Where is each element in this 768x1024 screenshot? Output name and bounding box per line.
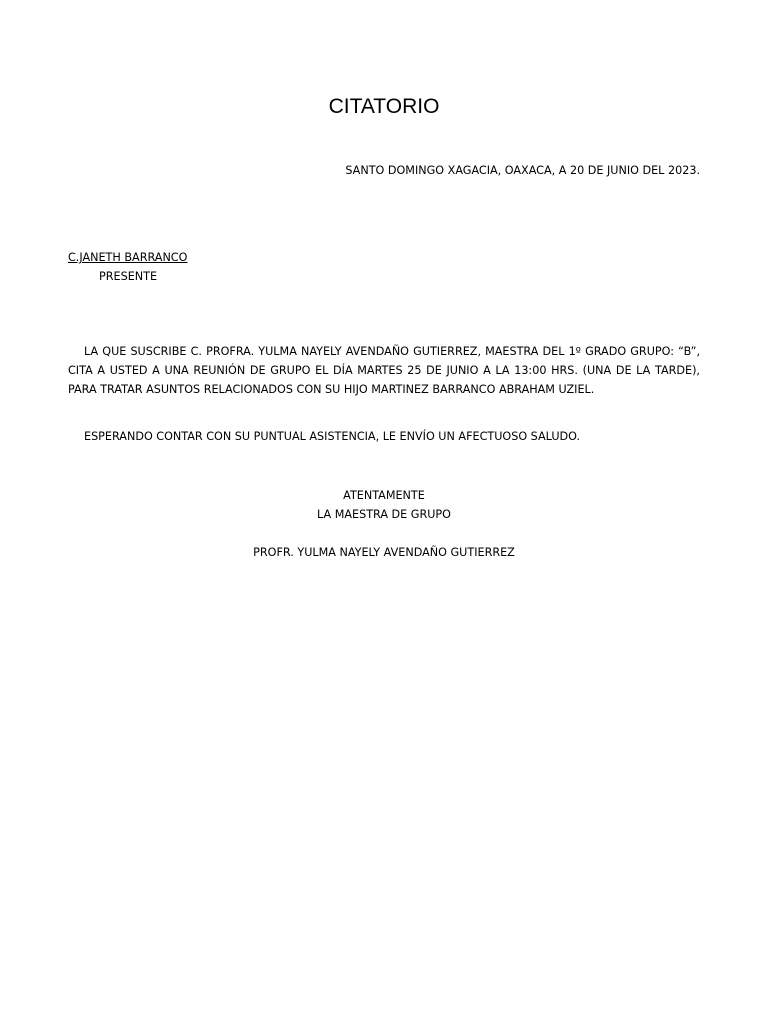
signature-closing: ATENTAMENTE — [343, 489, 425, 502]
signature-name: PROFR. YULMA NAYELY AVENDAÑO GUTIERREZ — [253, 546, 515, 559]
closing-paragraph — [68, 427, 700, 446]
recipient-block — [68, 248, 187, 286]
date-line: SANTO DOMINGO XAGACIA, OAXACA, A 20 DE JUNIO DEL 2023. — [345, 164, 700, 177]
closing-paragraph-text: ESPERANDO CONTAR CON SU PUNTUAL ASISTENCIA, LE ENVÍO UN AFECTUOSO SALUDO. — [84, 430, 581, 443]
signature-role: LA MAESTRA DE GRUPO — [317, 508, 451, 521]
body-paragraph-text: LA QUE SUSCRIBE C. PROFRA. YULMA NAYELY AVENDAÑO GUTIERREZ, MAESTRA DEL 1º GRADO GRUPO: “B”, CITA A USTED A UNA REUNIÓN DE GRUPO EL DÍA MARTES 25 DE JUNIO A LA 13:00 HRS. (UNA DE LA TARDE), PARA TRATAR ASUNTOS RELACIONADOS CON SU HIJO MARTINEZ BARRANCO ABRAHAM UZIEL. — [68, 345, 700, 396]
document-title: CITATORIO — [328, 95, 440, 118]
recipient-presente: PRESENTE — [99, 270, 158, 283]
recipient-name: C.JANETH BARRANCO — [68, 251, 188, 264]
body-paragraph — [68, 342, 700, 399]
